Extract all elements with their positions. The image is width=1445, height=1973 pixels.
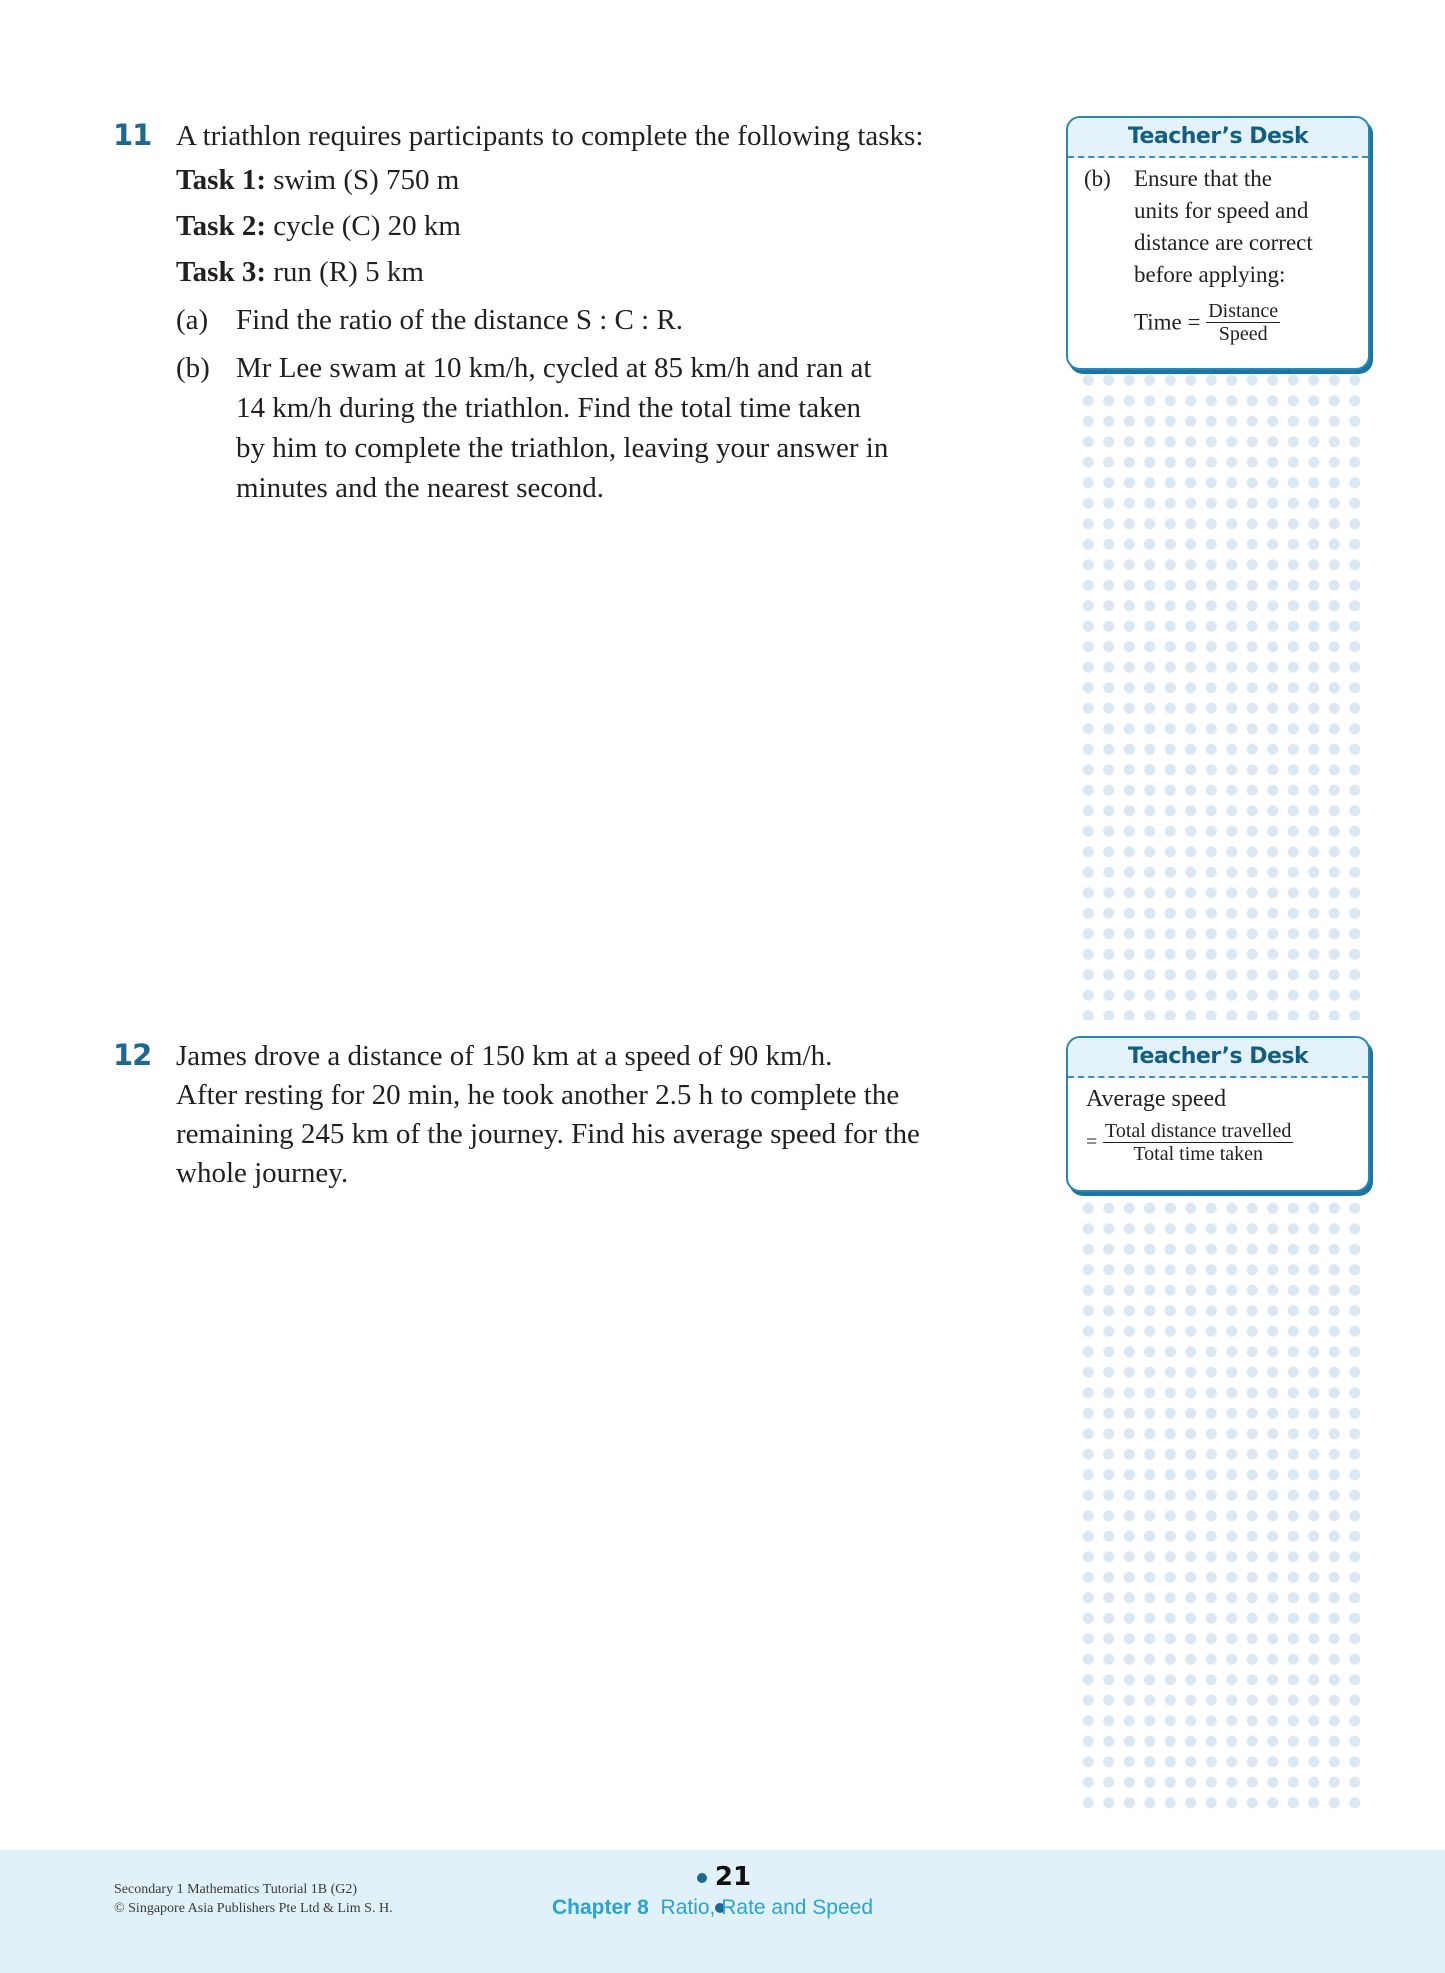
chapter-title: Ratio, Rate and Speed [660,1896,874,1919]
question-line: James drove a distance of 150 km at a speed of 90 km/h. [176,1040,833,1072]
tip-line: units for speed and [1134,198,1309,223]
question-intro: A triathlon requires participants to complete the following tasks: [176,120,924,152]
question-line: whole journey. [176,1157,349,1189]
task-text: swim (S) 750 m [266,164,460,196]
tip-line: distance are correct [1134,230,1313,255]
part-a-text: Find the ratio of the distance S : C : R. [236,304,684,336]
task-3 [176,258,424,287]
book-title: Secondary 1 Mathematics Tutorial 1B (G2) [114,1882,358,1897]
tip-line: Average speed [1086,1086,1227,1112]
formula-lhs: Time = [1134,309,1201,335]
task-text: cycle (C) 20 km [266,210,461,242]
bullet-dot-icon [697,1873,707,1883]
task-label: Task 2: [176,210,267,242]
question-number: 11 [113,118,152,152]
average-speed-formula [1086,1120,1293,1165]
formula-lhs: = [1086,1131,1098,1153]
question-line: After resting for 20 min, he took another 2.5 h to complete the [176,1079,900,1111]
time-formula [1134,300,1280,345]
page-number-value: 21 [714,1862,752,1892]
task-1 [176,166,459,195]
chapter-label: Chapter 8 [552,1896,649,1919]
fraction [1103,1120,1293,1165]
task-label: Task 3: [176,256,267,288]
teachers-desk-body [1068,158,1368,368]
fraction [1206,300,1280,345]
part-label: (b) [176,352,210,384]
part-b-line: Mr Lee swam at 10 km/h, cycled at 85 km/h and ran at [236,352,872,384]
task-label: Task 1: [176,164,267,196]
teachers-desk-tip [1066,116,1370,370]
part-label: (a) [176,304,209,336]
fraction-numerator: Total distance travelled [1105,1120,1292,1142]
task-2 [176,212,461,241]
tip-line: before applying: [1134,262,1286,287]
fraction-denominator: Total time taken [1133,1143,1264,1165]
teachers-desk-title: Teacher’s Desk [1068,1038,1368,1078]
fraction-denominator: Speed [1218,323,1268,345]
tip-line: Ensure that the [1134,166,1272,191]
part-b-line: by him to complete the triathlon, leaving your answer in [236,432,889,464]
decorative-dot-pattern [1078,370,1364,1020]
copyright: © Singapore Asia Publishers Pte Ltd & Lim S. H. [114,1901,393,1916]
fraction-numerator: Distance [1208,300,1279,322]
part-b-line: minutes and the nearest second. [236,472,605,504]
part-b-line: 14 km/h during the triathlon. Find the total time taken [236,392,862,424]
decorative-dot-pattern [1078,1198,1364,1818]
teachers-desk-body [1068,1078,1368,1190]
task-text: run (R) 5 km [266,256,424,288]
teachers-desk-title: Teacher’s Desk [1068,118,1368,158]
chapter-heading [552,1896,873,1920]
question-line: remaining 245 km of the journey. Find his average speed for the [176,1118,920,1150]
teachers-desk-tip [1066,1036,1370,1192]
question-number: 12 [113,1038,152,1072]
footer-publication-info [114,1880,393,1918]
tip-part-label: (b) [1084,166,1111,191]
